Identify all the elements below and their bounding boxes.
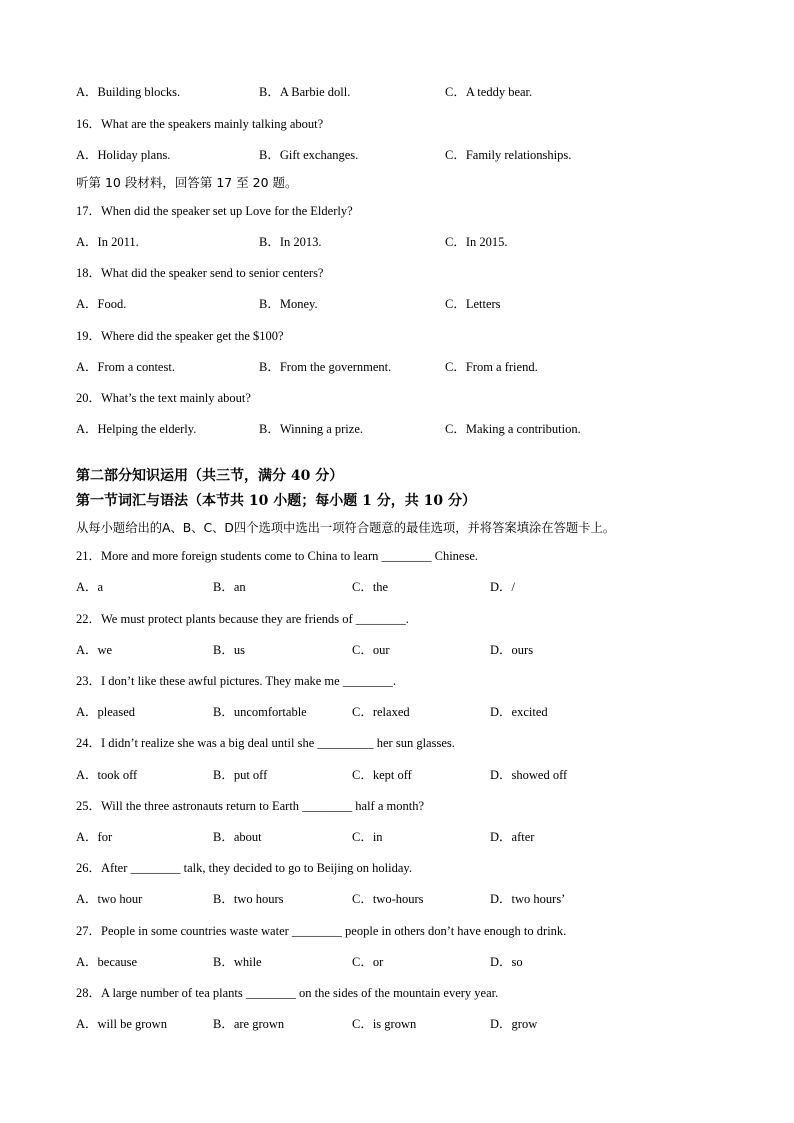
section1-instruction: 从每小题给出的A、B、C、D四个选项中选出一项符合题意的最佳选项，并将答案填涂在答题卡上。 [76,521,616,535]
q21-option-b: B．an [213,580,246,594]
q22-option-d: D．ours [490,643,534,657]
q17-question: 17．When did the speaker set up Love for the Elderly? [76,204,353,218]
part2-heading: 第二部分知识运用（共三节，满分 40 分） [76,468,344,484]
q23-option-c: C．relaxed [352,705,410,719]
q18-option-c: C．Letters [445,297,501,311]
q28-option-c: C．is grown [352,1017,417,1031]
q22-option-b: B．us [213,643,245,657]
q25-option-d: D．after [490,830,535,844]
q21-question: 21．More and more foreign students come to China to learn ________ Chinese. [76,549,479,563]
q17-option-a: A．In 2011. [76,235,139,249]
q21-option-a: A．a [76,580,104,594]
q24-question: 24．I didn’t realize she was a big deal until she _________ her sun glasses. [76,736,455,750]
listen-instruction: 听第 10 段材料，回答第 17 至 20 题。 [76,175,298,190]
q22-option-a: A．we [76,643,113,657]
q28-option-b: B．are grown [213,1017,285,1031]
q24-option-d: D．showed off [490,768,568,782]
q15-option-c: C．A teddy bear. [445,85,533,99]
q16-question: 16．What are the speakers mainly talking about? [76,117,324,131]
q21-option-d: D．/ [490,580,516,594]
q16-option-c: C．Family relationships. [445,148,572,162]
q19-option-c: C．From a friend. [445,360,538,374]
q18-question: 18．What did the speaker send to senior centers? [76,266,324,280]
q20-question: 20．What’s the text mainly about? [76,391,251,405]
q24-option-b: B．put off [213,768,268,782]
q27-option-d: D．so [490,955,523,969]
q17-option-b: B．In 2013. [259,235,322,249]
q25-option-c: C．in [352,830,383,844]
q19-option-b: B．From the government. [259,360,392,374]
q20-option-b: B．Winning a prize. [259,422,363,436]
q18-option-b: B．Money. [259,297,318,311]
q24-option-c: C．kept off [352,768,412,782]
section1-heading: 第一节词汇与语法（本节共 10 小题；每小题 1 分，共 10 分） [76,493,476,509]
q25-option-a: A．for [76,830,113,844]
q22-question: 22．We must protect plants because they are friends of ________. [76,612,409,626]
q28-option-d: D．grow [490,1017,538,1031]
q15-option-a: A．Building blocks. [76,85,181,99]
q23-option-a: A．pleased [76,705,136,719]
q26-option-c: C．two-hours [352,892,424,906]
q20-option-a: A．Helping the elderly. [76,422,197,436]
q27-question: 27．People in some countries waste water ________ people in others don’t have enough to drink. [76,924,567,938]
q19-option-a: A．From a contest. [76,360,175,374]
q26-question: 26．After ________ talk, they decided to go to Beijing on holiday. [76,861,412,875]
q27-option-b: B．while [213,955,262,969]
q16-option-a: A．Holiday plans. [76,148,171,162]
q23-option-d: D．excited [490,705,548,719]
q26-option-b: B．two hours [213,892,284,906]
q23-option-b: B．uncomfortable [213,705,307,719]
q25-question: 25．Will the three astronauts return to Earth ________ half a month? [76,799,425,813]
q27-option-a: A．because [76,955,138,969]
q19-question: 19．Where did the speaker get the $100? [76,329,284,343]
q26-option-d: D．two hours’ [490,892,566,906]
q24-option-a: A．took off [76,768,138,782]
q18-option-a: A．Food. [76,297,127,311]
q20-option-c: C．Making a contribution. [445,422,581,436]
q21-option-c: C．the [352,580,389,594]
q28-option-a: A．will be grown [76,1017,167,1031]
q27-option-c: C．or [352,955,384,969]
q15-option-b: B．A Barbie doll. [259,85,351,99]
q17-option-c: C．In 2015. [445,235,508,249]
q28-question: 28．A large number of tea plants ________ on the sides of the mountain every year. [76,986,499,1000]
q23-question: 23．I don’t like these awful pictures. They make me ________. [76,674,396,688]
q26-option-a: A．two hour [76,892,143,906]
q22-option-c: C．our [352,643,390,657]
q25-option-b: B．about [213,830,262,844]
q16-option-b: B．Gift exchanges. [259,148,359,162]
